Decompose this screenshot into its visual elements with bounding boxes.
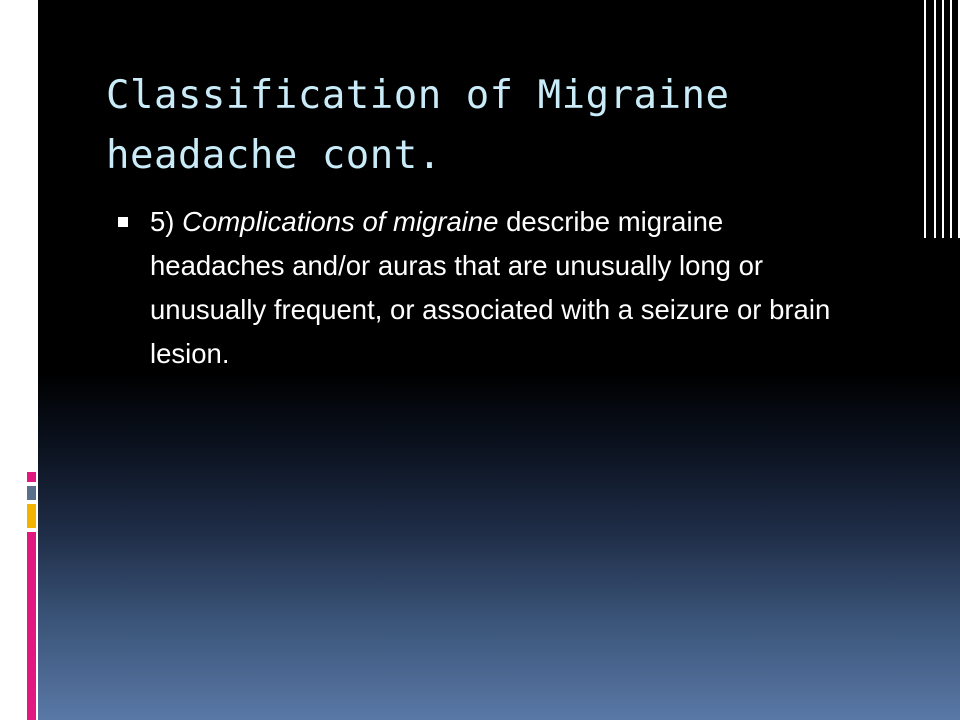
bullet-list: [112, 200, 852, 376]
slide-title: Classification of Migraine headache cont.: [106, 73, 730, 178]
bullet-prefix: 5): [150, 206, 183, 237]
left-margin: [0, 0, 38, 470]
accent-bar-pink: [27, 472, 36, 482]
accent-bar-pink-long: [27, 532, 36, 720]
bullet-text: describe migraine headaches and/or auras that are unusually long or unusually frequent, or associated with a seizure or brain lesion.: [150, 206, 831, 369]
bullet-emphasis: Complications of migraine: [182, 206, 499, 237]
accent-bar-gray: [27, 486, 36, 500]
decorative-lines: [906, 0, 960, 238]
bullet-item: [112, 200, 852, 376]
square-bullet-icon: [118, 217, 128, 227]
accent-bar-yellow: [27, 504, 36, 528]
